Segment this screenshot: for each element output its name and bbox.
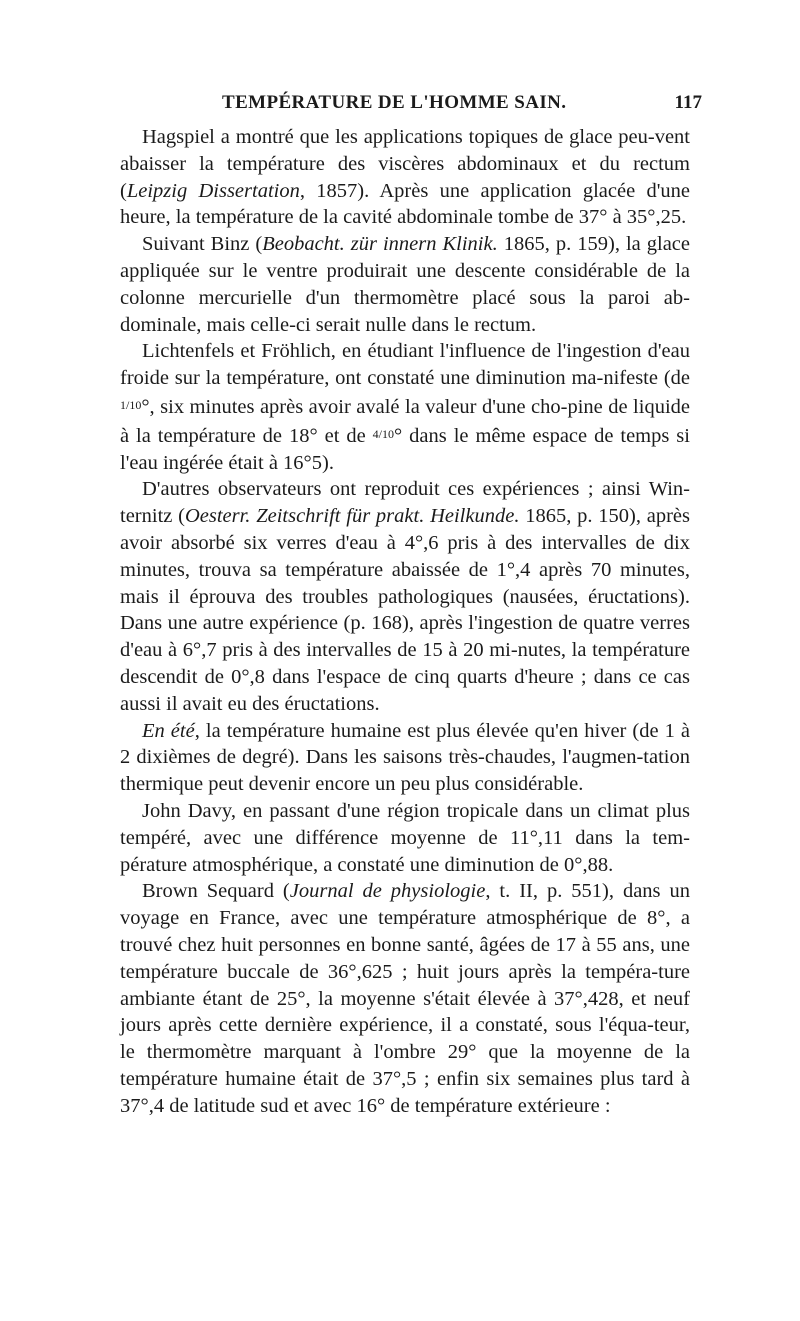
paragraph: Brown Sequard (Journal de physiologie, t. II, p. 551), dans un voyage en France, avec une température atmosphérique de 8°, a trouvé chez huit personnes en bonne santé, âgées de 17 à 55 ans, une température buccale de 36°,625 ; huit jours après la tempéra-ture ambiante étant de 25°, la moyenne s'était élevée à 37°,428, et neuf jours après cette dernière expérience, il a constaté, sous l'équa-teur, le thermomètre marquant à l'ombre 29° que la moyenne de la température humaine était de 37°,5 ; enfin six semaines plus tard à 37°,4 de latitude sud et avec 16° de température extérieure : — [120, 880, 690, 1117]
paragraph: Lichtenfels et Fröhlich, en étudiant l'influence de l'ingestion d'eau froide sur la température, ont constaté une diminution ma-nifeste (de 1/10°, six minutes après avoir avalé la valeur d'une cho-pine de liquide à la température de 18° et de 4/10° dans le même espace de temps si l'eau ingérée était à 16°5). — [120, 340, 690, 474]
paragraph: D'autres observateurs ont reproduit ces expériences ; ainsi Win-ternitz (Oesterr. Zeitschrift für prakt. Heilkunde. 1865, p. 150), après avoir absorbé six verres d'eau à 4°,6 pris à des intervalles de dix minutes, trouva sa température abaissée de 1°,4 après 70 minutes, mais il éprouva des troubles pathologiques (nausées, éructations). Dans une autre expérience (p. 168), après l'ingestion de quatre verres d'eau à 6°,7 pris à des intervalles de 15 à 20 mi-nutes, la température descendit de 0°,8 dans l'espace de cinq quarts d'heure ; dans ce cas aussi il avait eu des éructations. — [120, 478, 690, 715]
fraction: 4/10 — [372, 426, 395, 441]
fraction: 1/10 — [120, 397, 142, 412]
page-number: 117 — [674, 92, 702, 113]
body-text — [120, 124, 690, 1119]
paragraph: Hagspiel a montré que les applications topiques de glace peu-vent abaisser la température des viscères abdominaux et du rectum (Leipzig Dissertation, 1857). Après une application glacée d'une heure, la température de la cavité abdominale tombe de 37° à 35°,25. — [120, 126, 690, 229]
lead-phrase: En été — [142, 719, 195, 742]
paragraph: Suivant Binz (Beobacht. zür innern Klinik. 1865, p. 159), la glace appliquée sur le ventre produirait une descente considérable de la colonne mercurielle d'un thermomètre placé sous la paroi ab-dominale, mais celle-ci serait nulle dans le rectum. — [120, 233, 690, 336]
citation: Beobacht. zür innern Klinik. — [262, 233, 498, 256]
paragraph: John Davy, en passant d'une région tropicale dans un climat plus tempéré, avec une différence moyenne de 11°,11 dans la tem-pérature atmosphérique, a constaté une diminution de 0°,88. — [120, 799, 690, 876]
citation: Leipzig Dissertation — [126, 179, 300, 202]
running-title: TEMPÉRATURE DE L'HOMME SAIN. — [222, 92, 567, 113]
citation: Oesterr. Zeitschrift für prakt. Heilkunde. — [184, 505, 520, 528]
paragraph: En été, la température humaine est plus élevée qu'en hiver (de 1 à 2 dixièmes de degré). Dans les saisons très-chaudes, l'augmen-tation thermique peut devenir encore un peu plus considérable. — [120, 719, 691, 796]
citation: Journal de physiologie — [289, 880, 486, 903]
page-header — [0, 92, 800, 118]
